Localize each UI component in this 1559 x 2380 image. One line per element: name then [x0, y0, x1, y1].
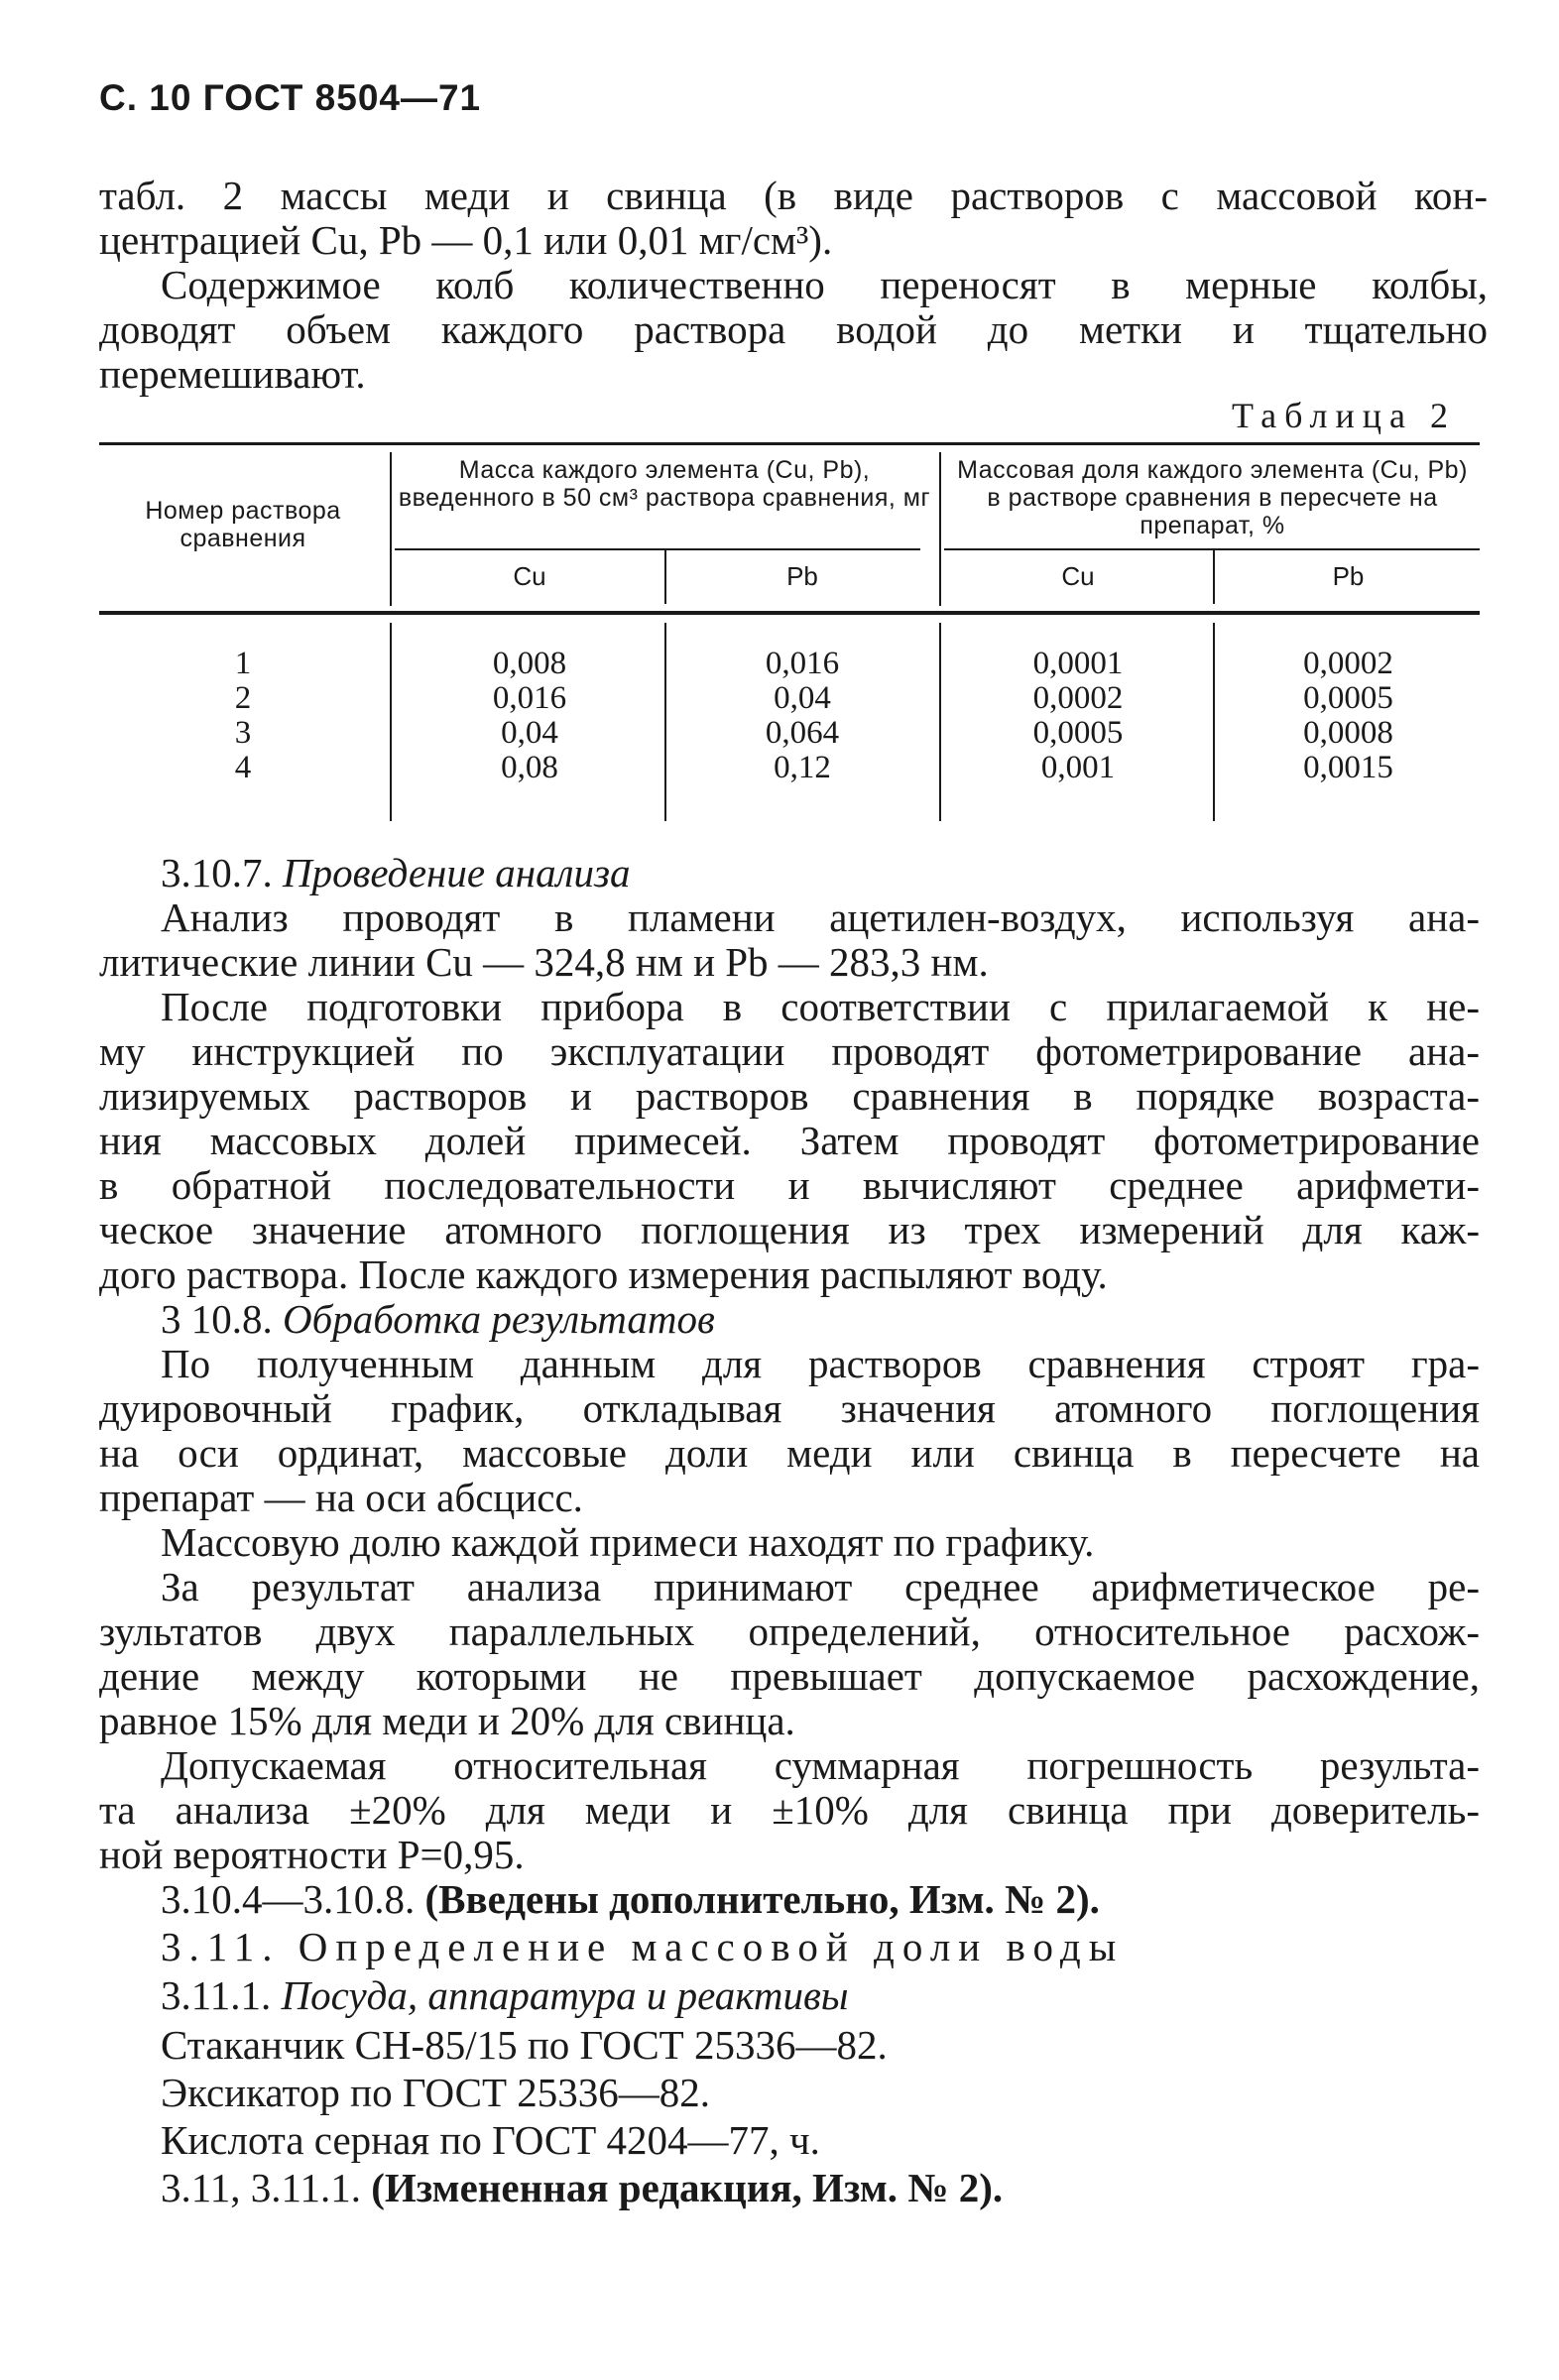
text-line: дуировочный график, откладывая значения атомного поглощения: [99, 1385, 1480, 1431]
table-caption: Таблица 2: [1232, 396, 1456, 435]
subheader-fraction-pb: Pb: [1332, 561, 1365, 591]
table-cell: 0,001: [1040, 750, 1116, 785]
table-cell: 0,12: [774, 750, 831, 785]
subheader-fraction-cu: Cu: [1061, 561, 1095, 591]
section-title: Посуда, аппаратура и реактивы: [281, 1972, 849, 2018]
text-line: центрацией Cu, Pb — 0,1 или 0,01 мг/см³).: [99, 217, 833, 263]
table-divider: [390, 623, 392, 821]
text-line: ной вероятности P=0,95.: [99, 1832, 525, 1877]
text-line: на оси ординат, массовые доли меди или свинца в пересчете на: [99, 1430, 1480, 1476]
text-line: му инструкцией по эксплуатации проводят фотометрирование ана-: [99, 1028, 1480, 1074]
table-top-rule: [99, 442, 1480, 445]
table-divider: [664, 549, 666, 604]
section-3-11-heading: 3.11. Определение массовой доли воды: [161, 1924, 1125, 1969]
text-line: ния массовых долей примесей. Затем проводят фотометрирование: [99, 1118, 1480, 1163]
column-solution-number: [99, 647, 387, 785]
table-cell: 0,016: [765, 646, 840, 681]
section-3-10-7-paragraph-2: [99, 985, 1480, 1297]
note-reference: 3.11, 3.11.1.: [161, 2165, 361, 2210]
list-item: Эксикатор по ГОСТ 25336—82.: [161, 2070, 711, 2115]
text-line: доводят объем каждого раствора водой до метки и тщательно: [99, 306, 1488, 352]
table-cell: 0,0002: [1303, 646, 1393, 681]
table-divider: [939, 452, 941, 606]
table-cell: 0,0002: [1032, 680, 1124, 716]
text-line: табл. 2 массы меди и свинца (в виде растворов с массовой кон-: [99, 173, 1488, 218]
table-cell: 0,0015: [1303, 750, 1393, 785]
text-line: равное 15% для меди и 20% для свинца.: [99, 1698, 795, 1743]
column-mass-pb: [668, 647, 936, 785]
equipment-list: [161, 2021, 1480, 2164]
transfer-paragraph: [99, 263, 1488, 397]
section-number: 3.11.1.: [161, 1972, 272, 2018]
table-divider: [1213, 623, 1215, 821]
list-item: Кислота серная по ГОСТ 4204—77, ч.: [161, 2117, 820, 2163]
table-cell: 2: [234, 680, 252, 716]
text-line: препарат — на оси абсцисс.: [99, 1475, 583, 1520]
table-cell: 4: [234, 750, 252, 785]
section-3-10-8-paragraph-1: [99, 1342, 1480, 1520]
header-solution-number: Номер раствора сравнения: [145, 497, 341, 552]
section-number: 3 10.8.: [161, 1296, 273, 1342]
text-line: Массовую долю каждой примеси находят по графику.: [161, 1519, 1095, 1565]
amendment-note-1: [161, 1877, 1480, 1922]
section-3-10-7-paragraph-1: [99, 895, 1480, 985]
text-line: перемешивают.: [99, 351, 366, 397]
table-cell: 0,064: [765, 715, 840, 751]
table-cell: 0,008: [492, 646, 567, 681]
text-line: дого раствора. После каждого измерения распыляют воду.: [99, 1251, 1108, 1297]
text-line: Допускаемая относительная суммарная погрешность результа-: [161, 1742, 1480, 1788]
reference-solutions-table: [99, 442, 1480, 829]
text-line: лизируемых растворов и растворов сравнения в порядке возраста-: [99, 1073, 1480, 1119]
header-fraction: Массовая доля каждого элемента (Cu, Pb) в растворе сравнения в пересчете на препарат, %: [957, 456, 1468, 539]
table-cell: 0,0005: [1032, 715, 1124, 751]
table-divider: [1213, 549, 1215, 604]
amendment-note-2: [161, 2166, 1480, 2210]
subheader-mass-cu: Cu: [513, 561, 546, 591]
text-line: По полученным данным для растворов сравнения строят гра-: [161, 1341, 1480, 1386]
section-3-10-8-paragraph-2: [99, 1520, 1480, 1565]
column-fraction-cu: [944, 647, 1212, 785]
table-cell: 0,016: [492, 680, 567, 716]
note-text: (Измененная редакция, Изм. № 2).: [371, 2165, 1004, 2210]
table-cell: 1: [234, 646, 252, 681]
section-3-10-7-heading: [161, 851, 1480, 895]
section-number: 3.10.7.: [161, 850, 273, 895]
text-line: литические линии Cu — 324,8 нм и Pb — 283,3 нм.: [99, 939, 989, 985]
section-title: Обработка результатов: [283, 1296, 715, 1342]
text-line: За результат анализа принимают среднее арифметическое ре-: [161, 1564, 1480, 1609]
table-divider: [664, 623, 666, 821]
text-line: дение между которыми не превышает допускаемое расхождение,: [99, 1653, 1480, 1699]
text-line: Анализ проводят в пламени ацетилен-воздух, используя ана-: [161, 894, 1480, 940]
list-item: Стаканчик СН-85/15 по ГОСТ 25336—82.: [161, 2022, 888, 2068]
column-fraction-pb: [1217, 647, 1480, 785]
section-title: Проведение анализа: [283, 850, 631, 895]
table-header-rule: [99, 611, 1480, 615]
text-line: зультатов двух параллельных определений, относительное расхож-: [99, 1608, 1480, 1654]
table-divider: [939, 623, 941, 821]
section-3-10-8-paragraph-3: [99, 1565, 1480, 1743]
table-cell: 0,0001: [1032, 646, 1124, 681]
note-reference: 3.10.4—3.10.8.: [161, 1876, 416, 1922]
section-3-10-8-heading: [161, 1297, 1480, 1342]
column-mass-cu: [397, 647, 662, 785]
text-line: Содержимое колб количественно переносят в мерные колбы,: [161, 262, 1488, 307]
section-3-11-1-heading: [161, 1973, 1480, 2018]
table-cell: 0,08: [501, 750, 558, 785]
text-line: ческое значение атомного поглощения из трех измерений для каж-: [99, 1207, 1480, 1252]
table-subheader-rule: [944, 548, 1480, 550]
page-header: С. 10 ГОСТ 8504—71: [99, 77, 482, 118]
note-text: (Введены дополнительно, Изм. № 2).: [424, 1876, 1100, 1922]
table-cell: 0,0008: [1303, 715, 1393, 751]
table-divider: [390, 452, 392, 606]
section-3-10-8-paragraph-4: [99, 1743, 1480, 1877]
table-subheader-rule: [395, 548, 920, 550]
table-cell: 0,04: [774, 680, 831, 716]
text-line: После подготовки прибора в соответствии с прилагаемой к не-: [161, 984, 1480, 1029]
text-line: та анализа ±20% для меди и ±10% для свинца при доверитель-: [99, 1787, 1480, 1833]
subheader-mass-pb: Pb: [786, 561, 818, 591]
table-cell: 3: [234, 715, 252, 751]
header-mass: Масса каждого элемента (Cu, Pb), введенного в 50 см³ раствора сравнения, мг: [398, 456, 931, 512]
text-line: в обратной последовательности и вычисляют среднее арифмети-: [99, 1162, 1480, 1208]
table-cell: 0,0005: [1303, 680, 1393, 716]
table-cell: 0,04: [501, 715, 558, 751]
intro-paragraph: [99, 174, 1488, 263]
